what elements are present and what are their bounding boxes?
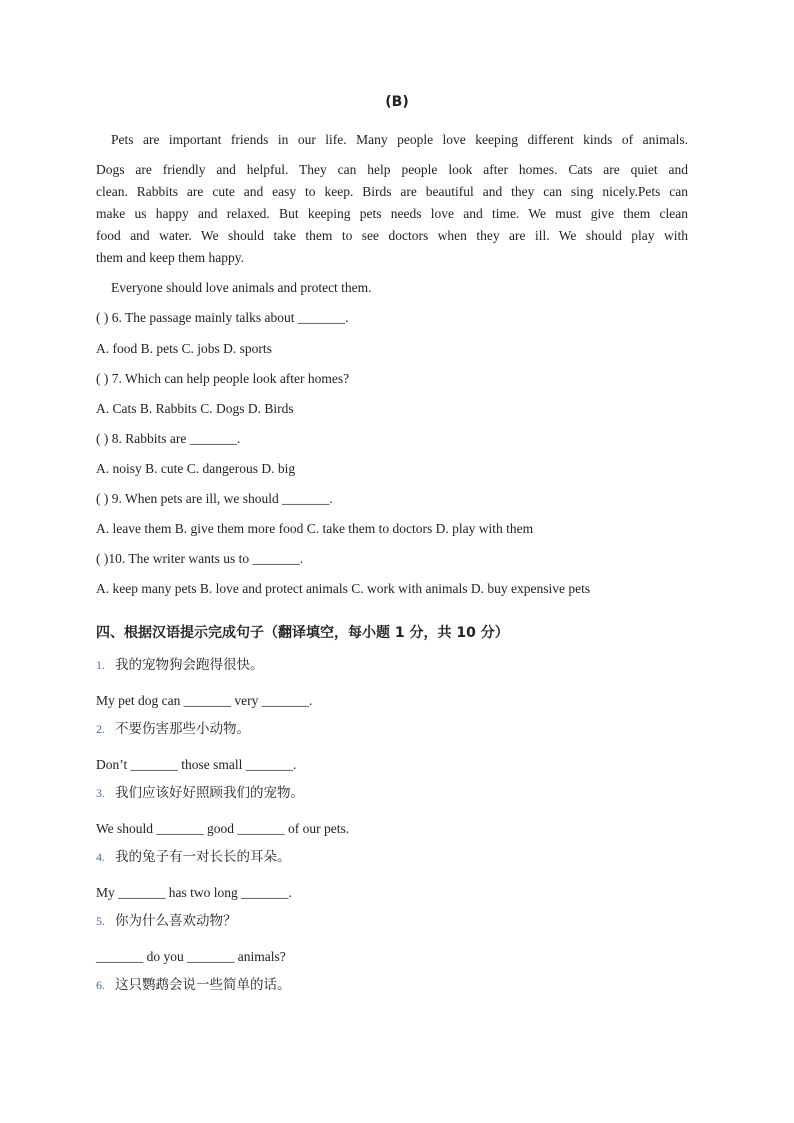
passage-line: food and water. We should take them to see doctors when they are ill. We should play with: [96, 228, 688, 243]
passage-line: Pets are important friends in our life. Many people love keeping different kinds of animals.: [111, 132, 688, 147]
question-8-options: A. noisy B. cute C. dangerous D. big: [96, 461, 296, 476]
section-4-heading: 四、根据汉语提示完成句子（翻译填空，每小题 1 分，共 10 分）: [96, 625, 509, 641]
question-6: ( ) 6. The passage mainly talks about _______.: [96, 310, 349, 325]
translation-prompt: [96, 976, 291, 994]
question-7: ( ) 7. Which can help people look after homes?: [96, 371, 350, 386]
translation-prompt: [96, 912, 237, 930]
passage-line: make us happy and relaxed. But keeping pets needs love and time. We must give them clean: [96, 206, 688, 221]
question-9: ( ) 9. When pets are ill, we should _______.: [96, 491, 333, 506]
chinese-sentence: 你为什么喜欢动物？: [115, 913, 237, 929]
item-number: 3.: [96, 786, 105, 800]
section-title: (B): [385, 94, 409, 110]
item-number: 4.: [96, 850, 105, 864]
passage-line: clean. Rabbits are cute and easy to keep. Birds are beautiful and they can sing nicely.Pets can: [96, 184, 688, 199]
question-10: ( )10. The writer wants us to _______.: [96, 551, 304, 566]
translation-prompt: [96, 720, 250, 738]
item-number: 2.: [96, 722, 105, 736]
question-8: ( ) 8. Rabbits are _______.: [96, 431, 241, 446]
translation-answer: _______ do you _______ animals?: [96, 949, 286, 964]
translation-prompt: [96, 848, 291, 866]
item-number: 1.: [96, 658, 105, 672]
translation-answer: Don’t _______ those small _______.: [96, 757, 297, 772]
translation-answer: My _______ has two long _______.: [96, 885, 292, 900]
item-number: 5.: [96, 914, 105, 928]
question-9-options: A. leave them B. give them more food C. take them to doctors D. play with them: [96, 521, 534, 536]
passage-closing: Everyone should love animals and protect them.: [111, 280, 372, 295]
question-6-options: A. food B. pets C. jobs D. sports: [96, 341, 272, 356]
chinese-sentence: 我们应该好好照顾我们的宠物。: [115, 785, 304, 801]
passage-line: them and keep them happy.: [96, 250, 244, 265]
translation-answer: We should _______ good _______ of our pets.: [96, 821, 350, 836]
chinese-sentence: 这只鹦鹉会说一些简单的话。: [115, 977, 291, 993]
item-number: 6.: [96, 978, 105, 992]
translation-prompt: [96, 784, 304, 802]
translation-prompt: [96, 656, 264, 674]
chinese-sentence: 我的兔子有一对长长的耳朵。: [115, 849, 291, 865]
chinese-sentence: 我的宠物狗会跑得很快。: [115, 657, 264, 673]
passage-line: Dogs are friendly and helpful. They can help people look after homes. Cats are quiet and: [96, 162, 688, 177]
chinese-sentence: 不要伤害那些小动物。: [115, 721, 250, 737]
translation-answer: My pet dog can _______ very _______.: [96, 693, 313, 708]
question-7-options: A. Cats B. Rabbits C. Dogs D. Birds: [96, 401, 294, 416]
question-10-options: A. keep many pets B. love and protect animals C. work with animals D. buy expensive pets: [96, 581, 591, 596]
